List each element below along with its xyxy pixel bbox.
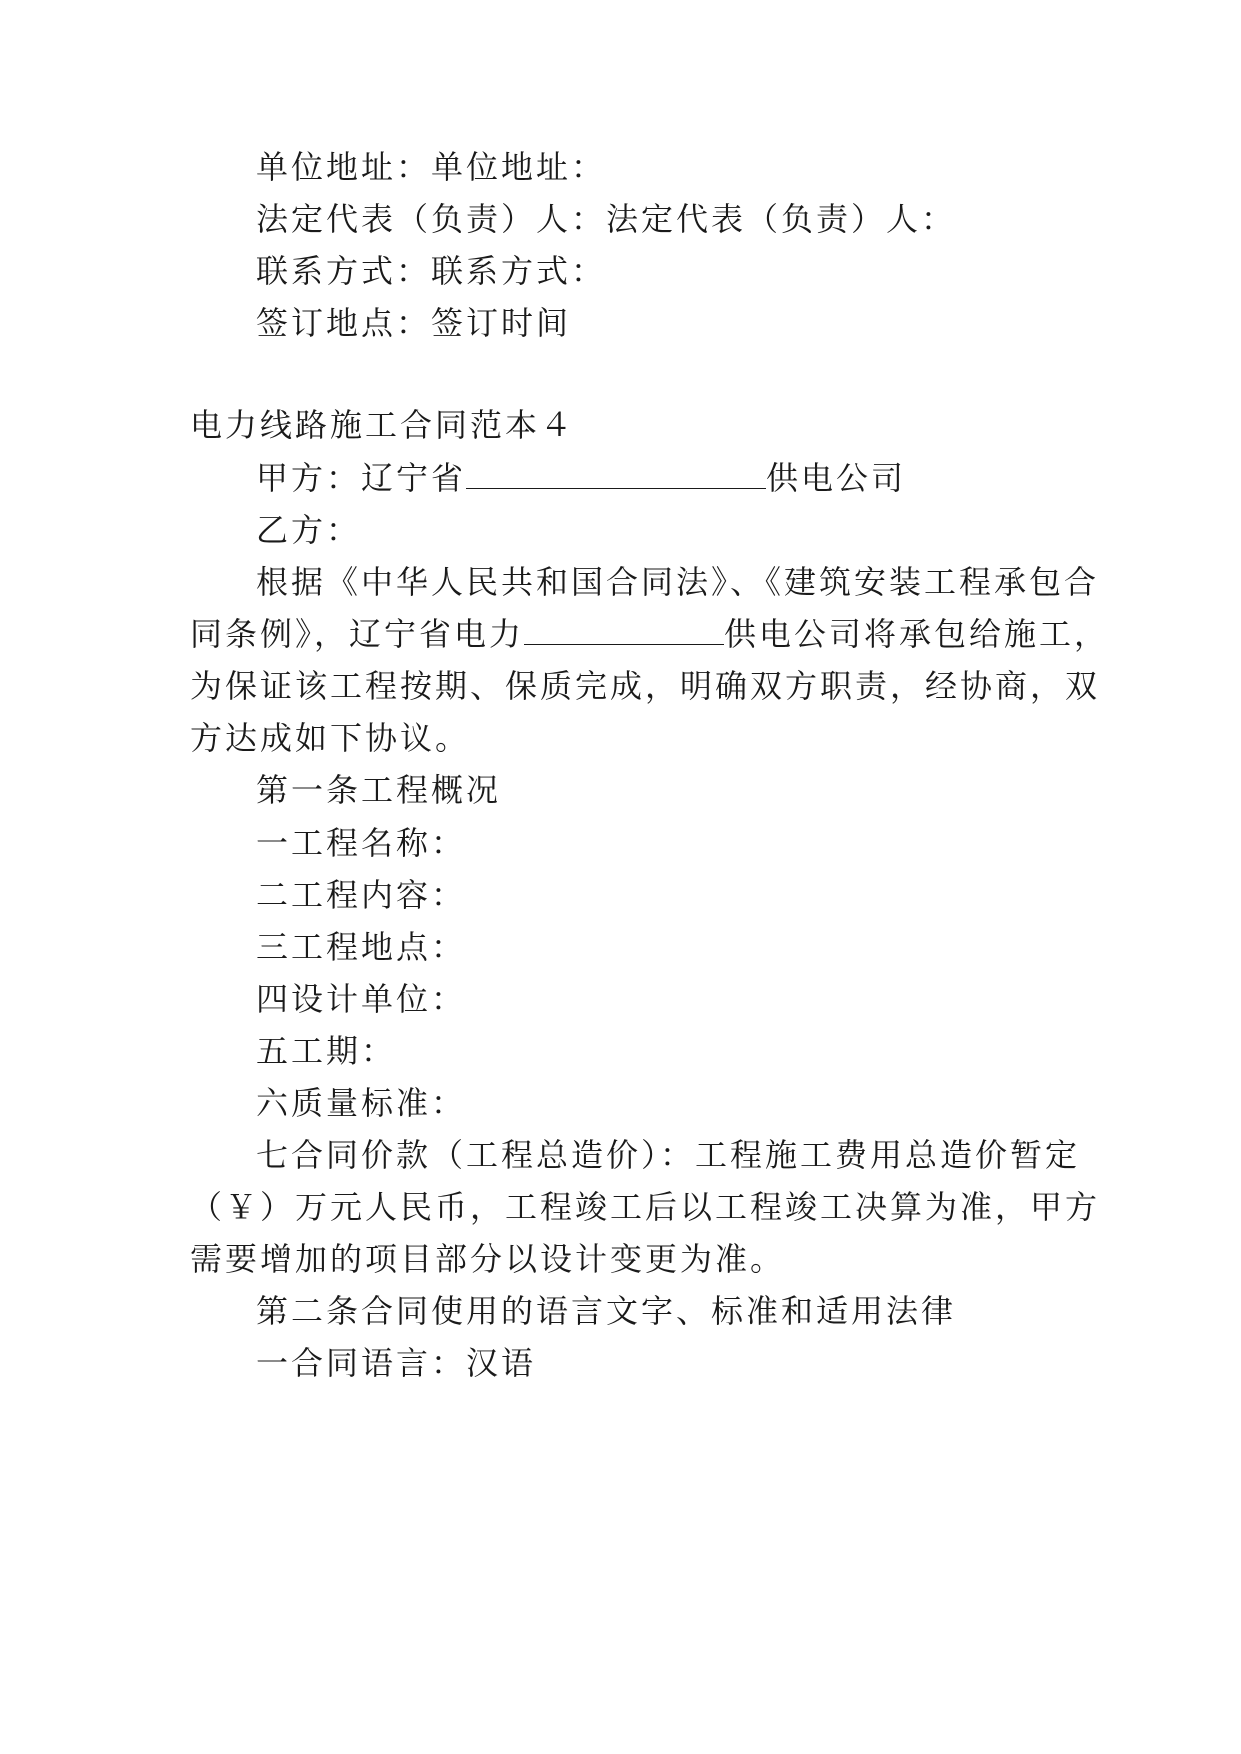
contract-price-line-3: 需要增加的项目部分以设计变更为准。	[190, 1240, 786, 1278]
contract-title: 电力线路施工合同范本４	[190, 406, 576, 444]
party-a-line	[256, 458, 906, 498]
party-a-prefix: 甲方：辽宁省	[256, 459, 467, 497]
contract-price-line-2: （￥）万元人民币，工程竣工后以工程竣工决算为准，甲方	[190, 1188, 1101, 1226]
signing-place-line: 签订地点：签订时间	[256, 304, 572, 342]
unit-address-line: 单位地址：单位地址：	[256, 148, 607, 186]
preamble-line-2-prefix: 同条例》，辽宁省电力	[190, 615, 525, 653]
article-1-item: 四设计单位：	[256, 980, 467, 1018]
preamble-line-4: 方达成如下协议。	[190, 719, 471, 757]
preamble-line-2	[190, 614, 1109, 654]
article-1-item: 一工程名称：	[256, 824, 467, 862]
legal-representative-line: 法定代表（负责）人：法定代表（负责）人：	[256, 200, 957, 238]
party-b-line: 乙方：	[256, 511, 362, 549]
preamble-line-3: 为保证该工程按期、保质完成，明确双方职责，经协商，双	[190, 667, 1101, 705]
article-1-item: 五工期：	[256, 1032, 397, 1070]
party-a-blank	[466, 458, 766, 489]
preamble-line-2-suffix: 供电公司将承包给施工，	[724, 615, 1110, 653]
article-2-heading: 第二条合同使用的语言文字、标准和适用法律	[256, 1292, 957, 1330]
party-a-suffix: 供电公司	[766, 459, 907, 497]
contract-price-line-1: 七合同价款（工程总造价）：工程施工费用总造价暂定	[256, 1136, 1081, 1174]
article-1-item: 六质量标准：	[256, 1084, 467, 1122]
contact-line: 联系方式：联系方式：	[256, 252, 607, 290]
article-1-item: 二工程内容：	[256, 876, 467, 914]
article-1-heading: 第一条工程概况	[256, 771, 502, 809]
article-1-item: 三工程地点：	[256, 928, 467, 966]
preamble-line-1: 根据《中华人民共和国合同法》、《建筑安装工程承包合	[256, 563, 1100, 601]
article-2-item: 一合同语言：汉语	[256, 1344, 537, 1382]
company-name-blank	[524, 614, 724, 645]
